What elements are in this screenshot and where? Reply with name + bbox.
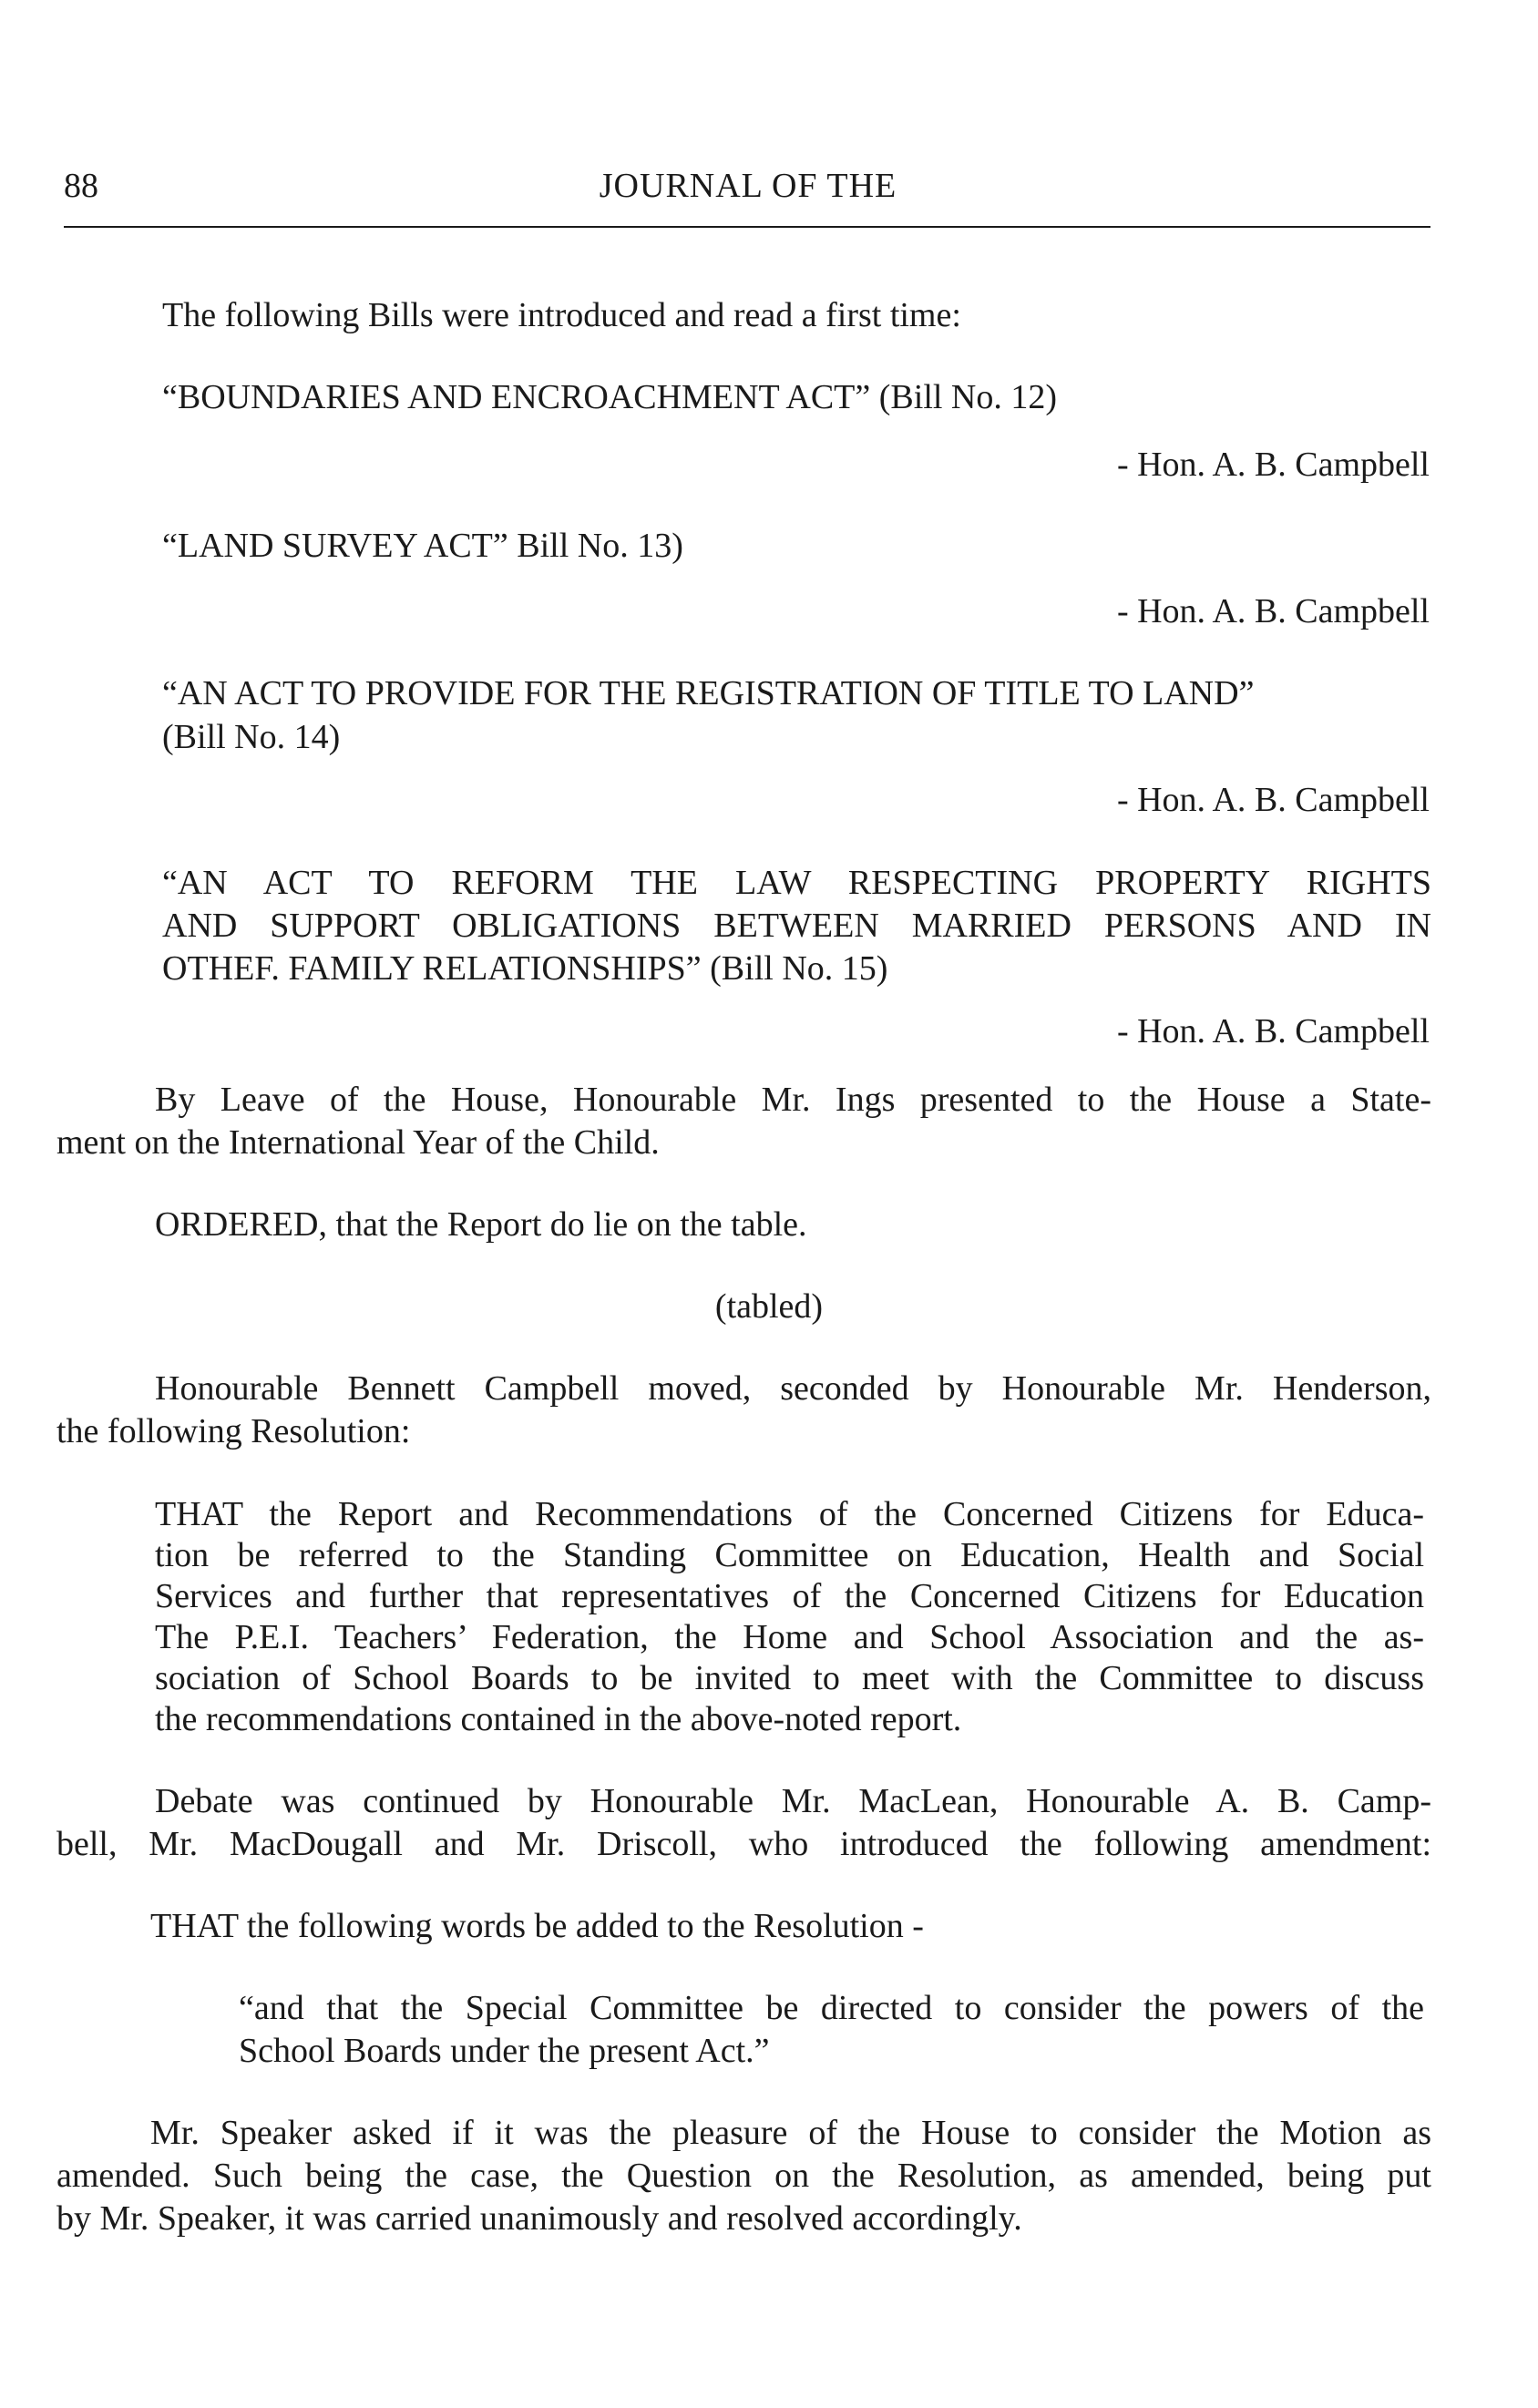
debate-line-2: bell, Mr. MacDougall and Mr. Driscoll, who introduced the following amendment: xyxy=(56,1825,1431,1863)
bill-15-title-line-1: “AN ACT TO REFORM THE LAW RESPECTING PROPERTY RIGHTS xyxy=(162,864,1431,902)
tabled-note: (tabled) xyxy=(714,1287,824,1326)
page-header xyxy=(64,164,1432,219)
bill-15-title-line-2: AND SUPPORT OBLIGATIONS BETWEEN MARRIED PERSONS AND IN xyxy=(162,907,1431,945)
amendment-text-line-2: School Boards under the present Act.” xyxy=(239,2032,770,2070)
bill-13-sponsor: - Hon. A. B. Campbell xyxy=(1116,592,1430,630)
resolution-line-4: The P.E.I. Teachers’ Federation, the Home and School Association and the as- xyxy=(155,1618,1424,1656)
bill-12-sponsor: - Hon. A. B. Campbell xyxy=(1116,446,1430,484)
resolution-line-6: the recommendations contained in the above-noted report. xyxy=(155,1700,962,1738)
bills-intro: The following Bills were introduced and read a first time: xyxy=(162,296,961,334)
statement-line-1: By Leave of the House, Honourable Mr. Ings presented to the House a State- xyxy=(155,1081,1431,1119)
resolution-line-1: THAT the Report and Recommendations of the Concerned Citizens for Educa- xyxy=(155,1495,1424,1533)
amendment-intro: THAT the following words be added to the Resolution - xyxy=(150,1907,924,1945)
conclusion-line-2: amended. Such being the case, the Question on the Resolution, as amended, being put xyxy=(56,2157,1431,2195)
motion-line-2: the following Resolution: xyxy=(56,1412,411,1450)
bill-14-sponsor: - Hon. A. B. Campbell xyxy=(1116,781,1430,819)
bill-14-title-line-1: “AN ACT TO PROVIDE FOR THE REGISTRATION OF TITLE TO LAND” xyxy=(162,674,1255,712)
amendment-text-line-1: “and that the Special Committee be directed to consider the powers of the xyxy=(239,1989,1424,2027)
conclusion-line-3: by Mr. Speaker, it was carried unanimously and resolved accordingly. xyxy=(56,2199,1022,2238)
ordered-text: ORDERED, that the Report do lie on the table. xyxy=(155,1205,807,1244)
running-title: JOURNAL OF THE xyxy=(599,167,897,205)
motion-line-1: Honourable Bennett Campbell moved, seconded by Honourable Mr. Henderson, xyxy=(155,1369,1431,1408)
bill-13-title: “LAND SURVEY ACT” Bill No. 13) xyxy=(162,527,683,565)
bill-15-sponsor: - Hon. A. B. Campbell xyxy=(1116,1012,1430,1050)
resolution-line-5: sociation of School Boards to be invited to meet with the Committee to discuss xyxy=(155,1659,1424,1697)
bill-12-title: “BOUNDARIES AND ENCROACHMENT ACT” (Bill No. 12) xyxy=(162,378,1058,416)
bill-15-title-line-3: OTHEF. FAMILY RELATIONSHIPS” (Bill No. 15) xyxy=(162,949,888,988)
page-number: 88 xyxy=(64,167,98,205)
bill-14-title-line-2: (Bill No. 14) xyxy=(162,718,341,756)
resolution-line-2: tion be referred to the Standing Committee on Education, Health and Social xyxy=(155,1536,1424,1574)
statement-line-2: ment on the International Year of the Child. xyxy=(56,1123,660,1162)
resolution-line-3: Services and further that representatives of the Concerned Citizens for Education xyxy=(155,1577,1424,1615)
header-rule xyxy=(64,226,1430,228)
debate-line-1: Debate was continued by Honourable Mr. MacLean, Honourable A. B. Camp- xyxy=(155,1782,1431,1820)
conclusion-line-1: Mr. Speaker asked if it was the pleasure of the House to consider the Motion as xyxy=(150,2114,1431,2152)
